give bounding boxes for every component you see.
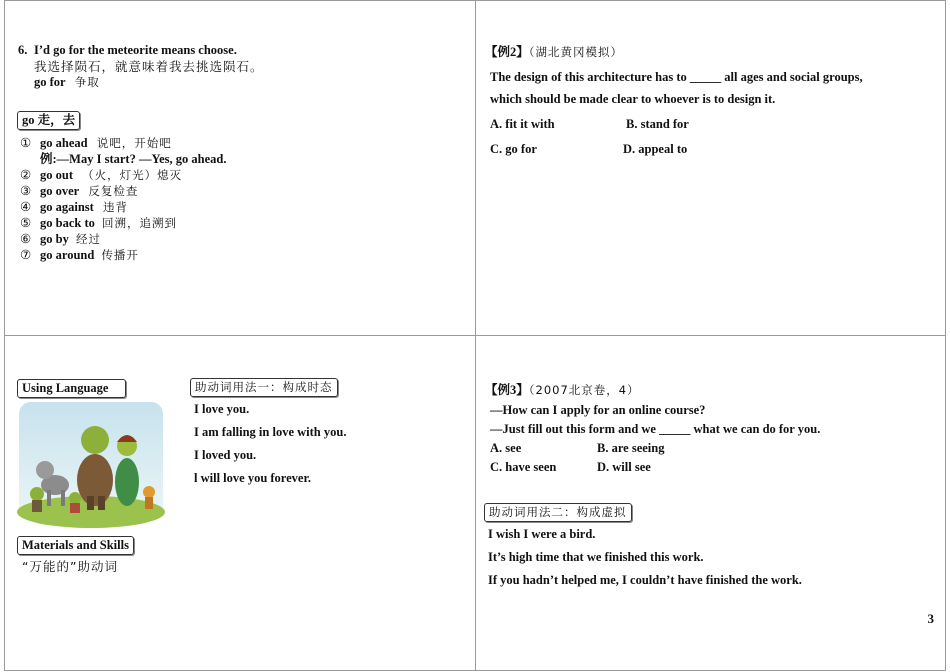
option-d: D. will see bbox=[597, 460, 651, 474]
using-language-label: Using Language bbox=[17, 379, 126, 398]
horizontal-divider bbox=[4, 335, 946, 336]
example-source: （2007北京卷，4） bbox=[528, 383, 640, 397]
gofor-line bbox=[34, 75, 100, 90]
list-item: ③ go over 反复检查 bbox=[20, 184, 139, 198]
option-a: A. see bbox=[490, 441, 522, 455]
materials-skills-label: Materials and Skills bbox=[17, 536, 134, 555]
option-b: B. stand for bbox=[626, 117, 689, 131]
go-box-label: go 走，去 bbox=[17, 111, 80, 130]
example-tag: 【例3】 bbox=[485, 383, 529, 397]
question-line-2: which should be made clear to whoever is to design it. bbox=[490, 92, 776, 106]
option-c: C. go for bbox=[490, 142, 537, 156]
example-sentence: If you hadn’t helped me, I couldn’t have finished the work. bbox=[488, 573, 802, 587]
option-c: C. have seen bbox=[490, 460, 557, 474]
example2-header bbox=[485, 45, 623, 60]
example-sentence: I wish I were a bird. bbox=[488, 527, 596, 541]
example-sentence: I loved you. bbox=[194, 448, 257, 462]
example-sentence: I love you. bbox=[194, 402, 250, 416]
gofor-zh: 争取 bbox=[74, 75, 100, 89]
list-item-example: 例:—May I start? —Yes, go ahead. bbox=[40, 152, 227, 166]
gofor-en: go for bbox=[34, 75, 66, 89]
heading-number: 6. bbox=[18, 43, 28, 57]
list-item: ⑦ go around 传播开 bbox=[20, 248, 139, 262]
usage-box-1: 助动词用法一：构成时态 bbox=[190, 378, 338, 397]
option-b: B. are seeing bbox=[597, 441, 665, 455]
list-item: ⑤ go back to 回溯，追溯到 bbox=[20, 216, 177, 230]
wanneng-label: “万能的”助动词 bbox=[22, 559, 118, 574]
dialog-line-1: —How can I apply for an online course? bbox=[490, 403, 706, 417]
list-item: ① go ahead 说吧，开始吧 bbox=[20, 136, 172, 150]
heading-translation: 我选择陨石，就意味着我去挑选陨石。 bbox=[34, 59, 264, 74]
example-source: （湖北黄冈模拟） bbox=[528, 45, 624, 59]
example-sentence: I am falling in love with you. bbox=[194, 425, 347, 439]
example-tag: 【例2】 bbox=[485, 45, 529, 59]
cartoon-family-image bbox=[17, 400, 165, 530]
list-item: ⑥ go by 经过 bbox=[20, 232, 101, 246]
page-number: 3 bbox=[927, 611, 934, 626]
example-sentence: l will love you forever. bbox=[194, 471, 311, 485]
cartoon-family-icon bbox=[17, 400, 165, 530]
list-item: ④ go against 违背 bbox=[20, 200, 128, 214]
question-line-1: The design of this architecture has to _____ all ages and social groups, bbox=[490, 70, 863, 84]
example3-header bbox=[485, 383, 640, 398]
list-item: ② go out （火，灯光）熄灭 bbox=[20, 168, 183, 182]
usage-box-2: 助动词用法二：构成虚拟 bbox=[484, 503, 632, 522]
heading-sentence: I’d go for the meteorite means choose. bbox=[34, 43, 237, 57]
dialog-line-2: —Just fill out this form and we _____ what we can do for you. bbox=[490, 422, 821, 436]
option-a: A. fit it with bbox=[490, 117, 555, 131]
example-sentence: It’s high time that we finished this work. bbox=[488, 550, 704, 564]
option-d: D. appeal to bbox=[623, 142, 688, 156]
